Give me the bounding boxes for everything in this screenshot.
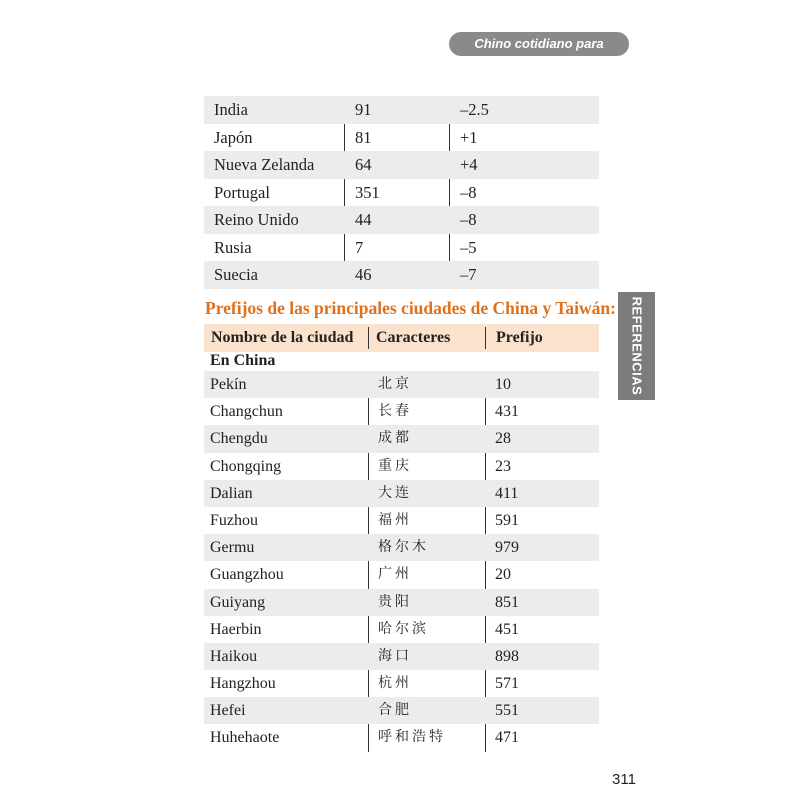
table-row (204, 697, 599, 724)
table-row (204, 425, 599, 452)
country-name: Japón (214, 127, 253, 147)
table-row (204, 371, 599, 398)
city-characters: 重庆 (378, 457, 412, 474)
city-characters: 呼和浩特 (378, 729, 446, 746)
country-code: 64 (355, 155, 372, 174)
table-header (204, 324, 599, 352)
city-name: Changchun (210, 403, 283, 421)
city-prefix-table (204, 371, 599, 752)
city-characters: 福州 (378, 511, 412, 528)
table-row (204, 643, 599, 670)
table-row (204, 179, 599, 207)
city-name: Chongqing (210, 457, 282, 475)
table-row (204, 151, 599, 179)
city-prefix: 851 (495, 593, 519, 611)
city-characters: 长春 (378, 403, 412, 420)
city-prefix: 20 (495, 566, 511, 584)
table-row (204, 616, 599, 643)
city-prefix: 571 (495, 675, 519, 693)
time-difference: –2.5 (460, 100, 489, 119)
country-code: 46 (355, 265, 372, 284)
time-difference: +4 (460, 155, 478, 174)
table-row (204, 561, 599, 588)
table-row (204, 534, 599, 561)
city-characters: 北京 (378, 376, 412, 392)
column-header-name: Nombre de la ciudad (211, 329, 354, 346)
city-characters: 成都 (378, 430, 412, 447)
city-name: Guangzhou (210, 566, 284, 584)
country-code: 44 (355, 210, 372, 229)
country-name: Portugal (214, 182, 270, 202)
table-row (204, 234, 599, 262)
city-characters: 杭州 (378, 675, 412, 692)
city-prefix: 411 (495, 484, 519, 502)
city-name: Hangzhou (210, 675, 276, 693)
time-difference: –5 (460, 237, 477, 257)
time-difference: –7 (460, 265, 477, 284)
city-prefix: 591 (495, 511, 519, 529)
country-code: 91 (355, 100, 372, 119)
country-code: 81 (355, 127, 372, 147)
table-row (204, 453, 599, 480)
table-row (204, 261, 599, 289)
country-code: 7 (355, 237, 364, 257)
country-code: 351 (355, 182, 380, 202)
city-characters: 贵阳 (378, 593, 412, 610)
column-header-prefix: Prefijo (496, 329, 543, 346)
city-prefix: 451 (495, 620, 519, 638)
city-characters: 合肥 (378, 702, 412, 719)
city-prefix: 10 (495, 376, 511, 393)
table-row (204, 398, 599, 425)
section-title: Prefijos de las principales ciudades de China y Taiwán: (205, 298, 616, 318)
page-number: 311 (612, 771, 636, 788)
country-name: Rusia (214, 237, 252, 257)
subheading-china: En China (210, 352, 276, 369)
time-difference: –8 (460, 210, 477, 229)
city-prefix: 471 (495, 729, 519, 747)
city-characters: 哈尔滨 (378, 620, 429, 637)
time-difference: +1 (460, 127, 478, 147)
city-name: Fuzhou (210, 511, 258, 529)
table-row (204, 124, 599, 152)
city-name: Hefei (210, 702, 246, 720)
city-name: Guiyang (210, 593, 266, 611)
city-prefix: 23 (495, 457, 511, 475)
column-divider (485, 327, 486, 349)
table-row (204, 96, 599, 124)
table-row (204, 589, 599, 616)
country-name: Reino Unido (214, 210, 299, 229)
city-characters: 大连 (378, 484, 412, 501)
city-prefix: 431 (495, 403, 519, 421)
city-name: Pekín (210, 376, 247, 393)
time-difference: –8 (460, 182, 477, 202)
country-name: India (214, 100, 248, 119)
table-row (204, 724, 599, 751)
city-prefix: 551 (495, 702, 519, 720)
country-name: Suecia (214, 265, 258, 284)
city-prefix: 979 (495, 539, 519, 557)
city-prefix: 898 (495, 647, 519, 665)
section-tab (618, 292, 655, 400)
city-prefix: 28 (495, 430, 511, 448)
city-name: Haerbin (210, 620, 262, 638)
column-divider (368, 327, 369, 349)
city-name: Haikou (210, 647, 258, 665)
table-row (204, 507, 599, 534)
city-characters: 格尔木 (378, 539, 429, 556)
section-tab-label: REFERENCIAS (629, 296, 644, 396)
city-name: Dalian (210, 484, 253, 502)
running-header: Chino cotidiano para viajeros (449, 32, 629, 56)
city-characters: 海口 (378, 647, 412, 664)
country-code-table (204, 96, 599, 289)
city-name: Huhehaote (210, 729, 280, 747)
table-row (204, 480, 599, 507)
city-characters: 广州 (378, 566, 412, 583)
table-row (204, 670, 599, 697)
country-name: Nueva Zelanda (214, 155, 315, 174)
table-row (204, 206, 599, 234)
column-header-characters: Caracteres (376, 329, 451, 346)
city-name: Germu (210, 539, 255, 557)
city-name: Chengdu (210, 430, 268, 448)
